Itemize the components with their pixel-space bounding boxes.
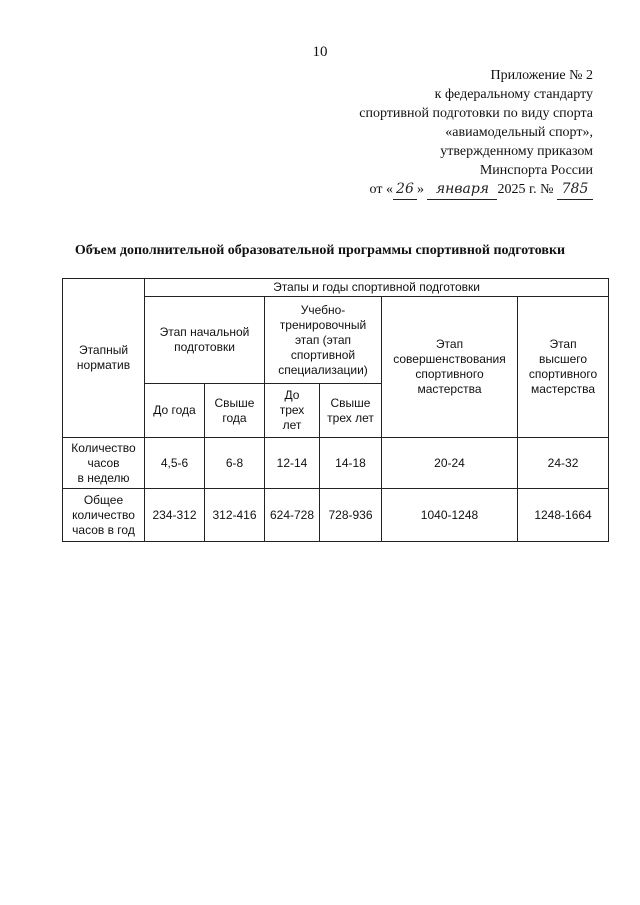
handwritten-day: 26: [393, 180, 417, 200]
appendix-header: [313, 66, 593, 200]
date-prefix: от «: [369, 182, 393, 197]
subheader-initial-over-year: Свыше года: [205, 384, 265, 438]
table-cell: 1248-1664: [518, 489, 609, 542]
appendix-line: к федеральному стандарту: [434, 87, 593, 102]
table-cell: 14-18: [320, 438, 382, 489]
date-quote-close: »: [416, 182, 424, 197]
date-year-text: 2025 г. №: [497, 182, 554, 197]
column-header-normative: Этапный норматив: [63, 279, 145, 438]
order-date-line: [313, 180, 593, 200]
table-cell: 1040-1248: [382, 489, 518, 542]
handwritten-order-number: 785: [557, 180, 593, 200]
appendix-line: спортивной подготовки по виду спорта: [359, 106, 593, 121]
table-header-row: [63, 297, 609, 384]
table-cell: 4,5-6: [145, 438, 205, 489]
table-cell: 624-728: [265, 489, 320, 542]
program-volume-table: [62, 278, 609, 542]
row-label-hours-per-week: Количество часов в неделю: [63, 438, 145, 489]
appendix-line: Приложение № 2: [490, 68, 593, 83]
stage-header-training: Учебно- тренировочный этап (этап спортивной специализации): [265, 297, 382, 384]
stage-header-improvement: Этап совершенствования спортивного мастерства: [382, 297, 518, 438]
table-cell: 24-32: [518, 438, 609, 489]
table-cell: 6-8: [205, 438, 265, 489]
subheader-training-over-three: Свыше трех лет: [320, 384, 382, 438]
column-group-header: Этапы и годы спортивной подготовки: [145, 279, 609, 297]
table-row: [63, 438, 609, 489]
table-cell: 728-936: [320, 489, 382, 542]
document-title: Объем дополнительной образовательной программы спортивной подготовки: [74, 243, 566, 258]
table-cell: 12-14: [265, 438, 320, 489]
stage-header-higher: Этап высшего спортивного мастерства: [518, 297, 609, 438]
appendix-line: Минспорта России: [479, 163, 593, 178]
subheader-training-up-to-three: До трех лет: [265, 384, 320, 438]
stage-header-initial: Этап начальной подготовки: [145, 297, 265, 384]
table-header-row: [63, 279, 609, 297]
appendix-line: «авиамодельный спорт»,: [445, 125, 593, 140]
page-number: 10: [312, 44, 328, 60]
row-label-hours-per-year: Общее количество часов в год: [63, 489, 145, 542]
table-cell: 312-416: [205, 489, 265, 542]
handwritten-month: января: [427, 180, 497, 200]
table-cell: 234-312: [145, 489, 205, 542]
table-row: [63, 489, 609, 542]
subheader-initial-up-to-year: До года: [145, 384, 205, 438]
appendix-line: утвержденному приказом: [440, 144, 593, 159]
table-cell: 20-24: [382, 438, 518, 489]
